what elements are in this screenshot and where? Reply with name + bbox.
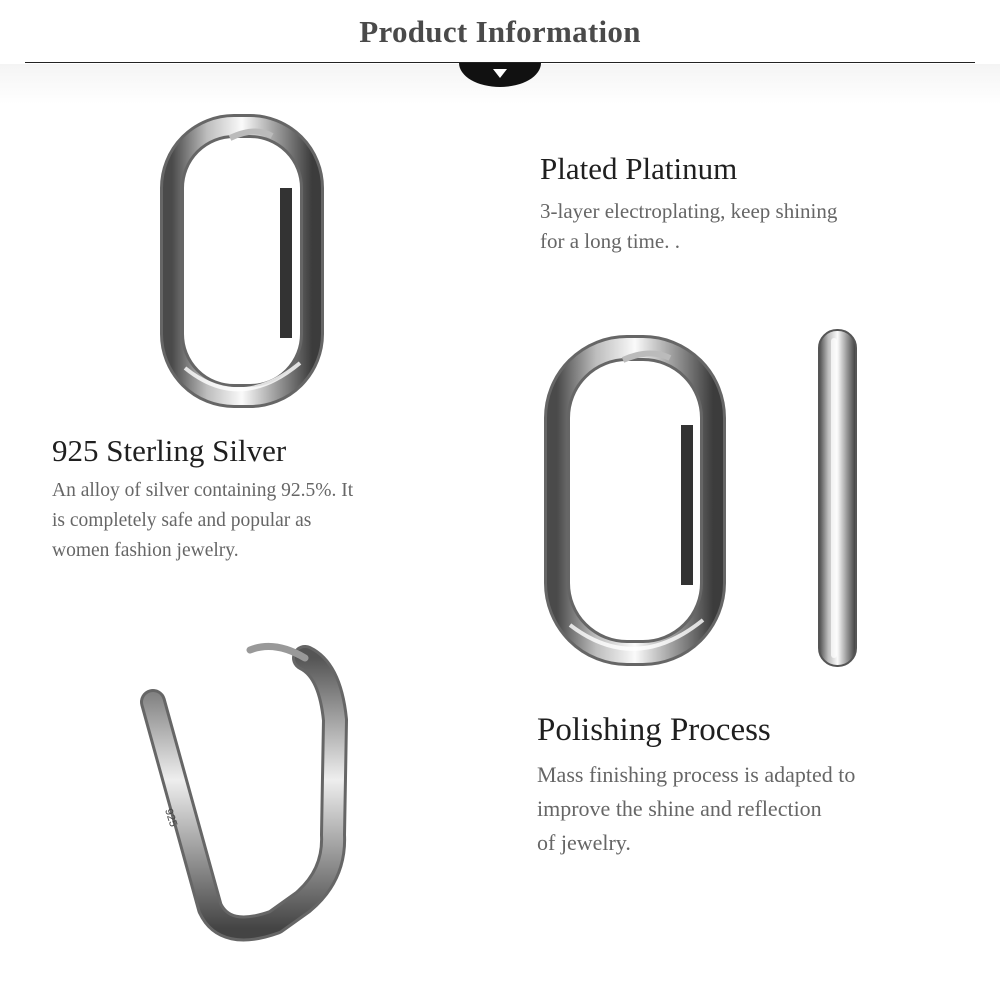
description-line: women fashion jewelry. [52,540,239,562]
polishing-process-description [537,758,967,860]
description-line: improve the shine and reflection [537,796,822,822]
hoop-earring-image [545,340,725,665]
sterling-silver-section [52,434,442,566]
plated-platinum-section [540,152,960,256]
polishing-process-heading: Polishing Process [537,712,771,748]
plated-platinum-heading: Plated Platinum [540,151,738,186]
description-line: Mass finishing process is adapted to [537,762,856,788]
hoop-earring-open-image [125,640,350,940]
polishing-process-section [537,712,967,860]
silver-stamp-text: 925 [162,807,180,829]
hoop-earring-front-image [160,118,325,408]
description-line: is completely safe and popular as [52,510,312,532]
hoop-earring-side-image [815,328,860,668]
page-title: Product Information [359,14,641,49]
sterling-silver-heading: 925 Sterling Silver [52,433,287,468]
description-line: for a long time. . [540,229,680,254]
description-line: 3-layer electroplating, keep shining [540,199,838,224]
sterling-silver-description [52,476,442,566]
chevron-down-icon [459,63,541,87]
plated-platinum-description [540,196,960,256]
description-line: An alloy of silver containing 92.5%. It [52,480,354,502]
description-line: of jewelry. [537,830,631,856]
